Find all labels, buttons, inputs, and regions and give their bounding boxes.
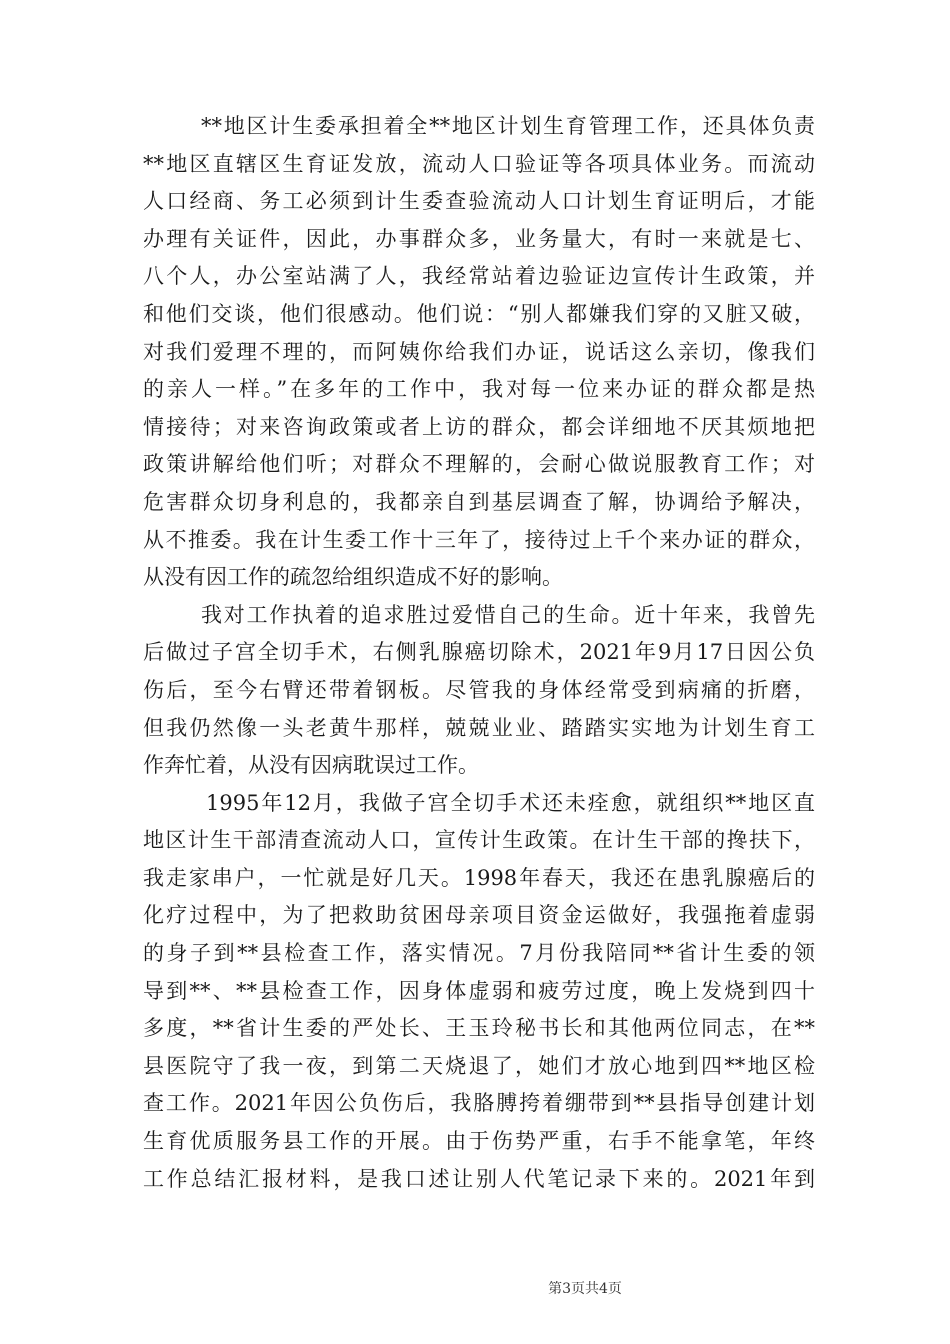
text-line: 后做过子宫全切手术，右侧乳腺癌切除术，2021年9月17日因公负 <box>143 640 815 665</box>
text-line: 县医院守了我一夜，到第二天烧退了，她们才放心地到四**地区检 <box>143 1053 815 1078</box>
text-line: 危害群众切身利息的，我都亲自到基层调查了解，协调给予解决， <box>143 489 815 514</box>
text-line: 导到**、**县检查工作，因身体虚弱和疲劳过度，晚上发烧到四十 <box>143 978 815 1003</box>
text-line: 作奔忙着，从没有因病耽误过工作。 <box>143 753 479 778</box>
text-line: 生育优质服务县工作的开展。由于伤势严重，右手不能拿笔，年终 <box>143 1129 815 1154</box>
text-line: 从没有因工作的疏忽给组织造成不好的影响。 <box>143 565 563 590</box>
text-line: 我对工作执着的追求胜过爱惜自己的生命。近十年来，我曾先 <box>201 602 815 627</box>
text-line: 和他们交谈，他们很感动。他们说：“别人都嫌我们穿的又脏又破， <box>143 301 815 326</box>
text-line: 政策讲解给他们听；对群众不理解的，会耐心做说服教育工作；对 <box>143 452 815 477</box>
text-line: 从不推委。我在计生委工作十三年了，接待过上千个来办证的群众， <box>143 527 815 552</box>
text-line: 对我们爱理不理的，而阿姨你给我们办证，说话这么亲切，像我们 <box>143 339 815 364</box>
text-line: 工作总结汇报材料，是我口述让别人代笔记录下来的。2021年到 <box>143 1166 815 1191</box>
text-line: 人口经商、务工必须到计生委查验流动人口计划生育证明后，才能 <box>143 189 815 214</box>
text-line: 伤后，至今右臂还带着钢板。尽管我的身体经常受到病痛的折磨， <box>143 677 815 702</box>
text-line: 我走家串户，一忙就是好几天。1998年春天，我还在患乳腺癌后的 <box>143 865 815 890</box>
text-line: **地区计生委承担着全**地区计划生育管理工作，还具体负责 <box>201 114 815 138</box>
text-line: **地区直辖区生育证发放，流动人口验证等各项具体业务。而流动 <box>143 151 815 176</box>
text-line: 地区计生干部清查流动人口，宣传计生政策。在计生干部的搀扶下， <box>143 828 815 853</box>
page-footer <box>0 1278 950 1298</box>
text-line: 八个人，办公室站满了人，我经常站着边验证边宣传计生政策，并 <box>143 264 815 289</box>
text-line: 的亲人一样。”在多年的工作中，我对每一位来办证的群众都是热 <box>143 377 815 402</box>
text-line: 1995年12月，我做子宫全切手术还未痊愈，就组织**地区直 <box>206 790 815 815</box>
body-text <box>143 108 815 1198</box>
text-line: 查工作。2021年因公负伤后，我胳膊挎着绷带到**县指导创建计划 <box>143 1091 815 1116</box>
page-number: 第3页共4页 <box>548 1281 622 1297</box>
text-line: 化疗过程中，为了把救助贫困母亲项目资金运做好，我强拖着虚弱 <box>143 903 815 928</box>
text-line: 多度，**省计生委的严处长、王玉玲秘书长和其他两位同志，在** <box>143 1016 815 1041</box>
text-line: 但我仍然像一头老黄牛那样，兢兢业业、踏踏实实地为计划生育工 <box>143 715 815 740</box>
text-line: 的身子到**县检查工作，落实情况。7月份我陪同**省计生委的领 <box>143 941 815 966</box>
text-line: 情接待；对来咨询政策或者上访的群众，都会详细地不厌其烦地把 <box>143 414 815 439</box>
text-line: 办理有关证件，因此，办事群众多，业务量大，有时一来就是七、 <box>143 226 815 251</box>
